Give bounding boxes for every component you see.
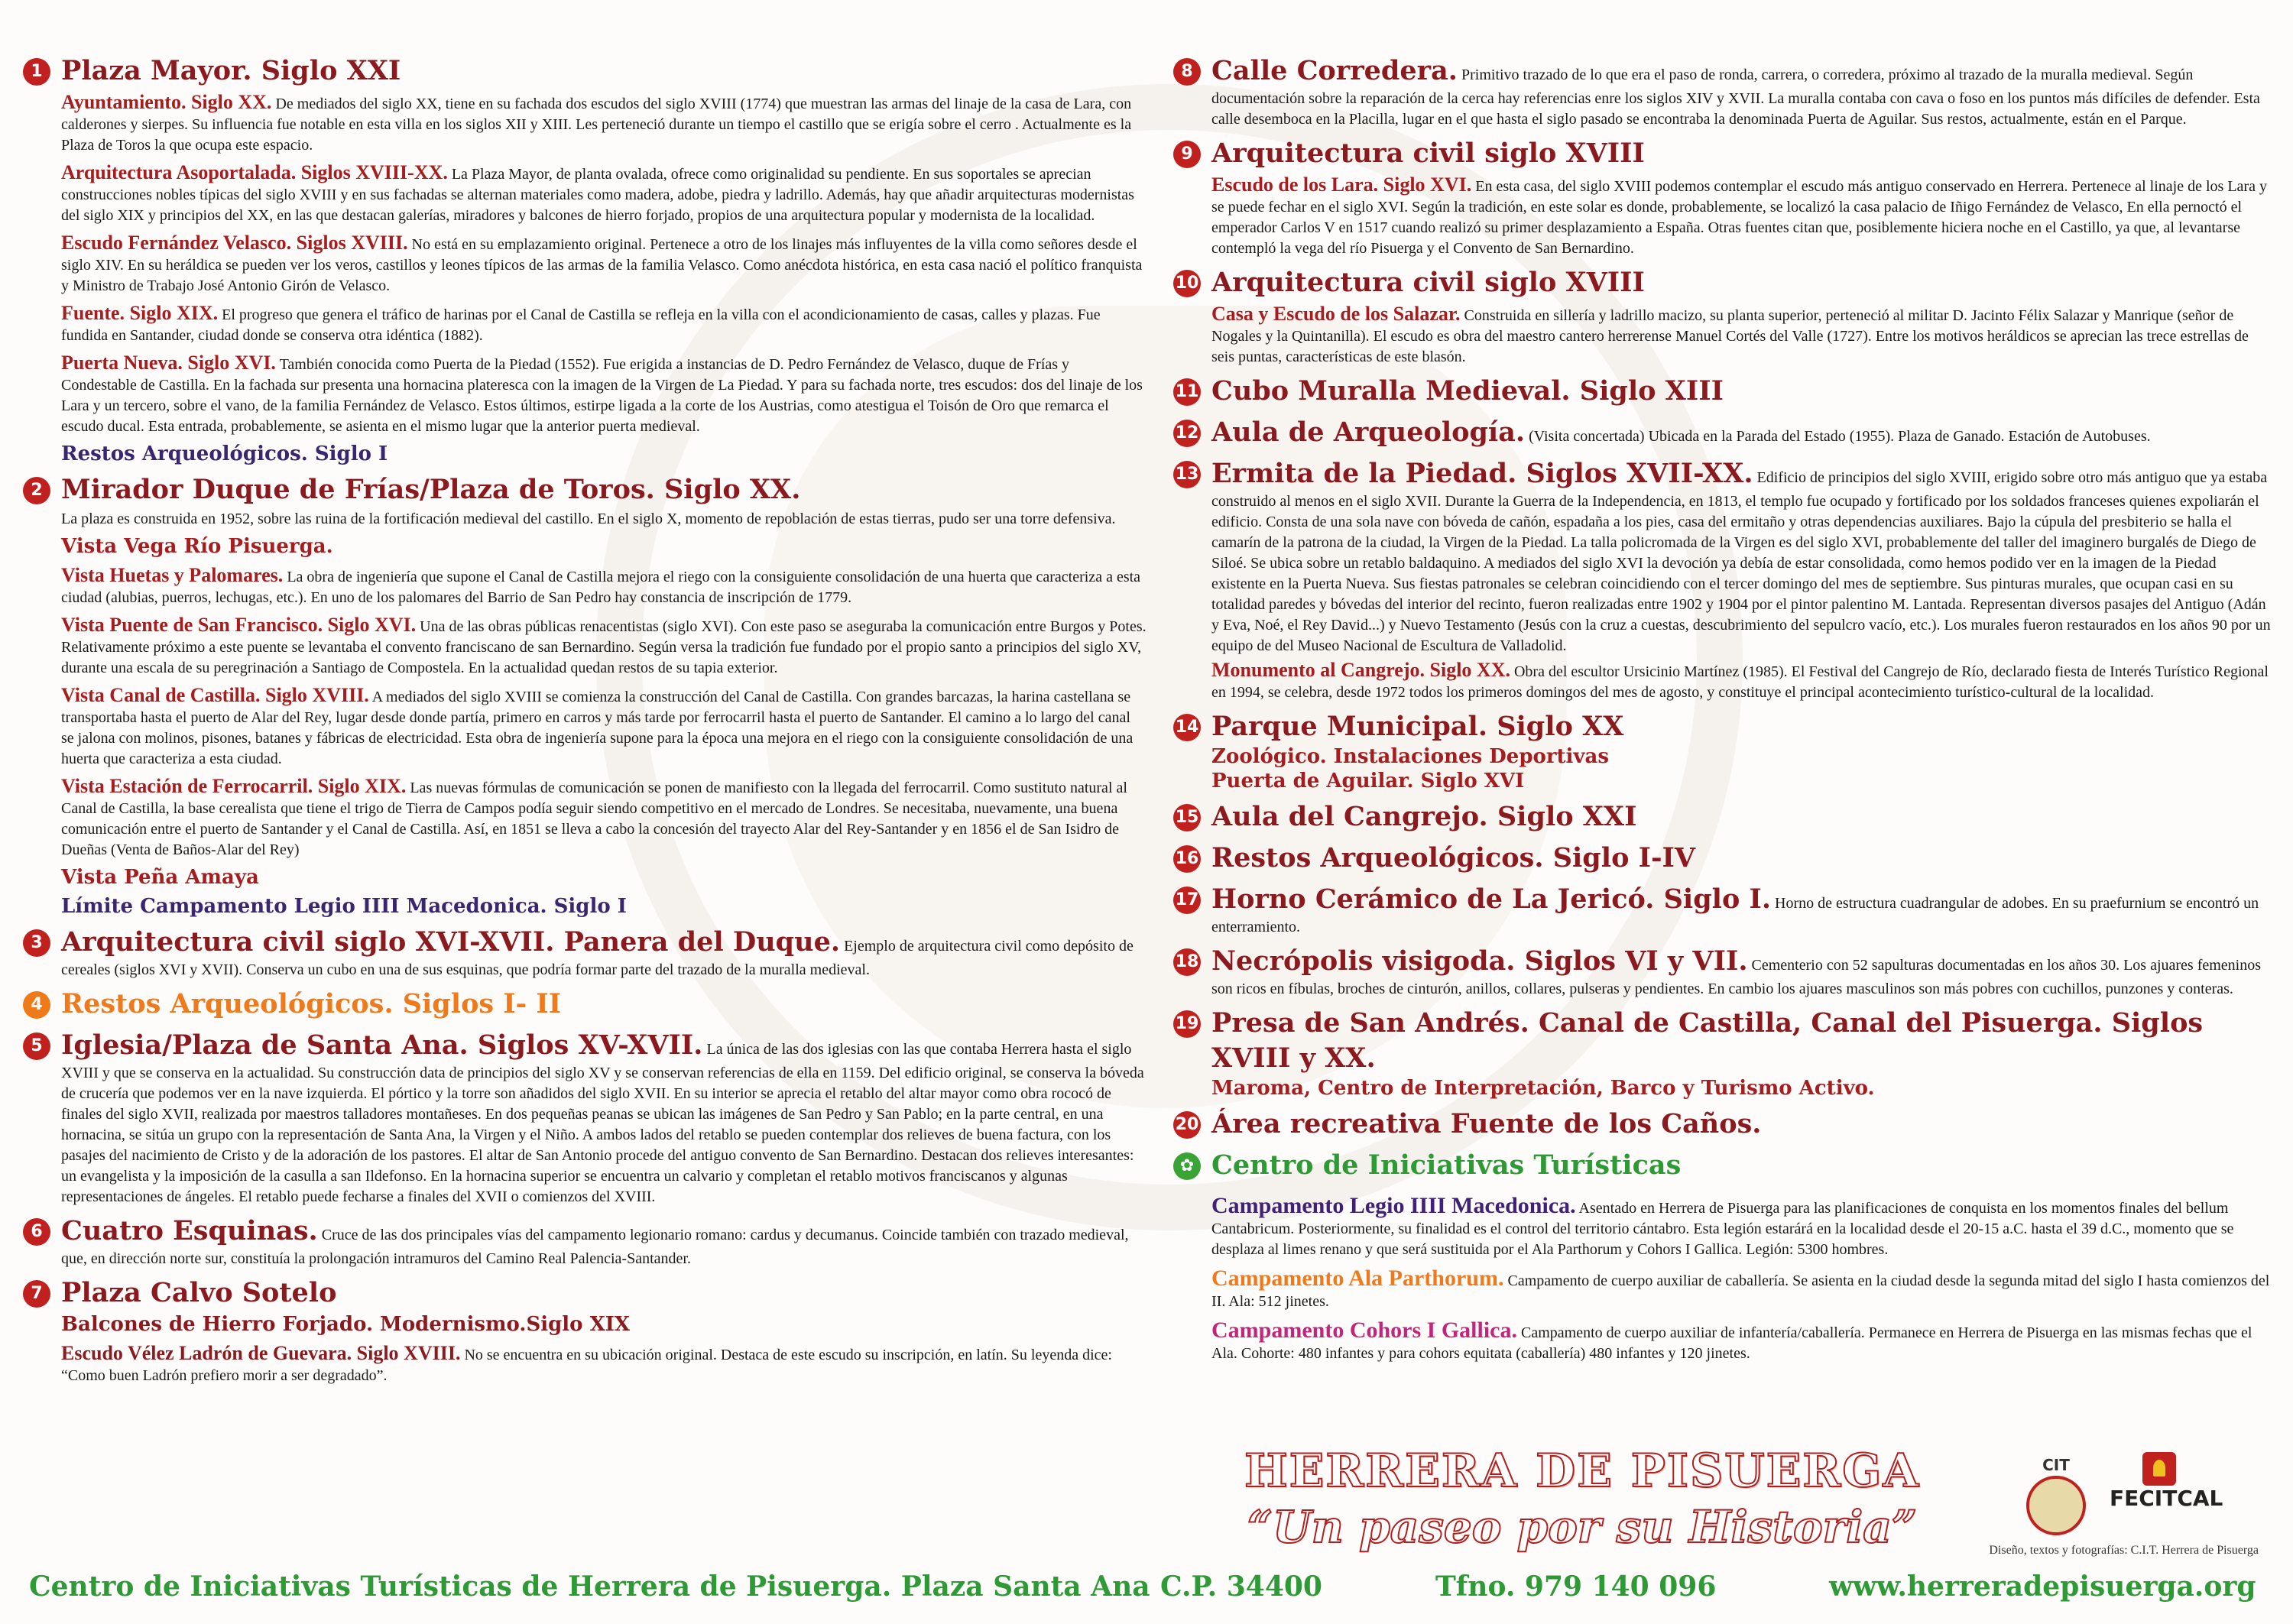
entry-text: Edificio de principios del siglo XVIII, erigido sobre otro más antiguo que ya estaba construido al menos en el siglo XVII. Durante la Guerra de la Independencia, en 1813, el templo fue ocupado y fortificado por los soldados franceses quienes expoliarán el edificio. Consta de una sola nave con bóveda de cañón, espadaña a los pies, casa del ermitaño y otras dependencias auxiliares. Bajo la cúpula del presbiterio se halla el camarín de la patrona de la ciudad, la Virgen de la Piedad. La talla policromada de la Virgen es del siglo XVI, probablemente del taller del imaginero burgalés de Diego de Siloé. Se ubica sobre un retablo baldaquino. A mediados del siglo XVI la devoción ya debía de estar consolidada, como hemos podido ver en la imagen de la Piedad existente en la Puerta Nueva. Sus fiestas patronales se celebran coincidiendo con el tercer domingo del mes de septiembre. Sus pinturas murales, que ocupan casi en su totalidad paredes y bóvedas del interior del recinto, fueron realizadas entre 1902 y 1904 por el pintor palentino M. Lantada. Representan diversos pasajes del Antiguo (Adán y Eva, Noé, el Rey David...) y Nuevo Testamento (Jesús con la cruz a cuestas, descubrimiento del sepulcro vacío, etc.). Los murales fueron restaurados en los años 90 por un equipo de del Museo Nacional de Escultura de Valladolid. xyxy=(1211,469,2271,654)
footer-web-link[interactable]: www.herreradepisuerga.org xyxy=(1829,1571,2256,1603)
entry-number: 5 xyxy=(23,1032,50,1060)
entry-number: 4 xyxy=(23,991,50,1019)
right-column xyxy=(1173,53,2274,1370)
entry-number: 12 xyxy=(1173,420,1201,447)
entry-item: Vista Vega Río Pisuerga. xyxy=(61,535,333,558)
entry-title: Centro de Iniciativas Turísticas xyxy=(1211,1149,1682,1181)
entry-text: Ejemplo de arquitectura civil como depósito de cereales (siglos XVI y XVII). Conserva un cubo en una de sus esquinas, que podría formar parte del trazado de la muralla medieval. xyxy=(61,938,1134,978)
entry-title: Plaza Mayor. Siglo XXI xyxy=(61,55,401,86)
entry-8 xyxy=(1173,53,2274,130)
entry-1 xyxy=(23,53,1146,466)
camp-legio: Campamento Legio IIII Macedonica. Asentado en Herrera de Pisuerga para las planificaciones de conquista en los momentos finales del bellum Cantabricum. Posteriormente, su finalidad es el control del territorio cántabro. Esta legión estarárá en la localidad desde el 20-15 a.C. hasta el 39 d.C., momento que se desplaza al limes renano y que será sustituida por el Ala Parthorum y Cohors I Gallica. Legión: 5300 hombres. xyxy=(1211,1193,2234,1258)
cit-logo: CIT xyxy=(2025,1456,2087,1535)
entry-number: 10 xyxy=(1173,270,1201,297)
entry-title: Cubo Muralla Medieval. Siglo XIII xyxy=(1211,375,1724,407)
entry-18 xyxy=(1173,944,2274,1000)
entry-item: Vista Huetas y Palomares. La obra de ingeniería que supone el Canal de Castilla mejora el riego con la consiguiente consolidación de una huerta que caracteriza a esta ciudad (alubias, puerros, lechugas, etc.). En uno de los palomares del Barrio de San Pedro hay constancia de inscripción de 1779. xyxy=(61,564,1141,606)
entry-title: Arquitectura civil siglo XVIII xyxy=(1211,138,1645,169)
entry-number: 16 xyxy=(1173,845,1201,873)
entry-title: Restos Arqueológicos. Siglo I-IV xyxy=(1211,842,1696,874)
entry-17 xyxy=(1173,882,2274,938)
entry-number: 19 xyxy=(1173,1010,1201,1038)
entry-title: Presa de San Andrés. Canal de Castilla, Canal del Pisuerga. Siglos XVIII y XX. xyxy=(1211,1007,2204,1074)
entry-item: Fuente. Siglo XIX. El progreso que genera el tráfico de harinas por el Canal de Castilla se refleja en la villa con el acondicionamiento de casas, calles y plazas. Fue fundida en Santander, ciudad donde se conserva otra idéntica (1882). xyxy=(61,302,1101,344)
entry-item: Escudo Vélez Ladrón de Guevara. Siglo XVIII. No se encuentra en su ubicación original. Destaca de este escudo su inscripción, en latín. Su leyenda dice: “Como buen Ladrón prefiero morir a ser degradado”. xyxy=(61,1342,1112,1384)
footer-phone: Tfno. 979 140 096 xyxy=(1435,1571,1717,1603)
entry-title: Plaza Calvo Sotelo xyxy=(61,1277,337,1308)
fecitcal-mark-icon xyxy=(2142,1452,2176,1486)
entry-item: Vista Estación de Ferrocarril. Siglo XIX. Las nuevas fórmulas de comunicación se ponen de manifiesto con la llegada del ferrocarril. Como sustituto natural al Canal de Castilla, la base cerealista que tiene el trigo de Tierra de Campos podía seguir siendo competitivo en el mercado de Londres. Se necesitaba, nuevamente, una buena comunicación entre el puerto de Santander y el Canal de Castilla. Así, en 1851 se lleva a cabo la concesión del trayecto Alar del Rey-Santander y en 1856 el de San Isidro de Dueñas (Venta de Baños-Alar del Rey) xyxy=(61,775,1127,858)
footer xyxy=(29,1571,2269,1609)
camp-ala: Campamento Ala Parthorum. Campamento de cuerpo auxiliar de caballería. Se asienta en la ciudad desde la segunda mitad del siglo I hasta comienzos del II. Ala: 512 jinetes. xyxy=(1211,1266,2270,1310)
entry-title: Necrópolis visigoda. Siglos VI y VII. xyxy=(1211,945,1748,977)
entry-item: Balcones de Hierro Forjado. Modernismo.Siglo XIX xyxy=(61,1313,631,1336)
entry-number: 17 xyxy=(1173,887,1201,914)
entry-text: Cruce de las dos principales vías del campamento legionario romano: cardus y decumanus. Coincide también con trazado medieval, que, en dirección norte sur, constituía la prolongación intramuros del Camino Real Palencia-Santander. xyxy=(61,1227,1129,1267)
entry-7 xyxy=(23,1276,1146,1386)
entry-2 xyxy=(23,472,1146,919)
entry-number: 15 xyxy=(1173,804,1201,831)
entry-text: (Visita concertada) Ubicada en la Parada del Estado (1955). Plaza de Ganado. Estación de Autobuses. xyxy=(1525,428,2151,445)
fecitcal-logo: FECITCAL xyxy=(2110,1452,2209,1511)
entry-item: Ayuntamiento. Siglo XX. De mediados del siglo XX, tiene en su fachada dos escudos del siglo XVIII (1774) que muestran las armas del linaje de la casa de Lara, con calderones y sierpes. Su influencia fue notable en esta villa en los siglos XII y XIII. Les perteneció durante un tiempo el castillo que se erigía sobre el cerro . Actualmente es la Plaza de Toros la que ocupa este espacio. xyxy=(61,91,1132,154)
entry-10 xyxy=(1173,265,2274,368)
footer-cp: C.P. 34400 xyxy=(1160,1571,1322,1603)
entry-item: Puerta Nueva. Siglo XVI. También conocida como Puerta de la Piedad (1552). Fue erigida a instancias de D. Pedro Fernández de Velasco, duque de Frías y Condestable de Castilla. En la fachada sur presenta una hornacina plateresca con la imagen de la Virgen de La Piedad. Y para su fachada norte, tres escudos: dos del linaje de los Lara y un tercero, sobre el vano, de la familia Fernández de Velasco. Estos últimos, estirpe ligada a la corte de los Austrias, como atestigua el Toisón de Oro que remarca el escudo ducal. Esta entrada, probablemente, se asienta en el mismo lugar que la anterior puerta medieval. xyxy=(61,352,1143,435)
entry-cit xyxy=(1173,1148,2274,1183)
entry-number: 14 xyxy=(1173,714,1201,741)
entry-item: Vista Peña Amaya xyxy=(61,866,259,889)
entry-number: 2 xyxy=(23,477,50,504)
flower-icon: ✿ xyxy=(1173,1152,1201,1180)
entry-9 xyxy=(1173,136,2274,259)
entry-14 xyxy=(1173,709,2274,793)
entry-number: 13 xyxy=(1173,461,1201,488)
entry-title: Área recreativa Fuente de los Caños. xyxy=(1211,1108,1762,1139)
entry-11 xyxy=(1173,374,2274,409)
entry-number: 1 xyxy=(23,58,50,86)
left-column xyxy=(23,53,1146,1392)
entry-title: Cuatro Esquinas. xyxy=(61,1215,318,1246)
entry-15 xyxy=(1173,799,2274,835)
entry-item: Escudo Fernández Velasco. Siglos XVIII. No está en su emplazamiento original. Pertenece a otro de los linajes más influyentes de la villa como señores desde el siglo XIV. En su heráldica se pueden ver los veros, castillos y leones típicos de las armas de la familia Velasco. Como anécdota histórica, en esta casa nació el político franquista y Ministro de Trabajo José Antonio Girón de Velasco. xyxy=(61,232,1143,294)
entry-12 xyxy=(1173,415,2274,450)
entry-title: Horno Cerámico de La Jericó. Siglo I. xyxy=(1211,883,1772,915)
entry-text: La única de las dos iglesias con las que contaba Herrera hasta el siglo XVIII y que se conserva en la actualidad. Su construcción data de principios del siglo XV y se conservan referencias de ella en 1159. Del edificio original, se conserva la bóveda de crucería que podemos ver en la nave izquierda. El pórtico y la torre son añadidos del siglo XVII. En su interior se aprecia el retablo del altar mayor como obra rococó de finales del siglo XVII, realizada por maestros talladores montañeses. En dos pequeñas peanas se ubican las imágenes de San Pedro y San Pablo; en la parte central, en una hornacina, se sitúa un grupo con la representación de Santa Ana, la Virgen y el Niño. A ambos lados del retablo se pueden contemplar dos relieves de buena factura, con los pasajes del nacimiento de Cristo y de la adoración de los pastores. El altar de San Antonio procede del antiguo convento de San Bernardino. Destacan dos relieves interesantes: un evangelista y la imposición de la casulla a san Ildefonso. En la hornacina superior se encuentra un calvario y completan el retablo motivos franciscanos y algunas representaciones de ángeles. El retablo puede fecharse a finales del XVII o comienzos del XVIII. xyxy=(61,1041,1144,1205)
brand-title-block xyxy=(1192,1444,1972,1553)
entry-item: Límite Campamento Legio IIII Macedonica. Siglo I xyxy=(61,895,627,918)
entry-item: Zoológico. Instalaciones Deportivas xyxy=(1211,745,1610,768)
entry-title: Calle Corredera. xyxy=(1211,55,1458,86)
entry-title: Aula del Cangrejo. Siglo XXI xyxy=(1211,801,1637,832)
entry-number: 8 xyxy=(1173,58,1201,86)
entry-6 xyxy=(23,1214,1146,1269)
entry-title: Ermita de la Piedad. Siglos XVII-XX. xyxy=(1211,458,1753,489)
entry-title: Arquitectura civil siglo XVI-XVII. Panera del Duque. xyxy=(61,926,841,958)
entry-20 xyxy=(1173,1107,2274,1142)
entry-intro: La plaza es construida en 1952, sobre las ruina de la fortificación medieval del castillo. En el siglo X, momento de repoblación de estas tierras, pudo ser una torre defensiva. xyxy=(61,511,1116,527)
entry-title: Aula de Arqueología. xyxy=(1211,417,1526,448)
brand-subtitle: “Un paseo por su Historia” xyxy=(1247,1501,1918,1553)
entry-title: Mirador Duque de Frías/Plaza de Toros. Siglo XX. xyxy=(61,474,801,505)
entry-title: Iglesia/Plaza de Santa Ana. Siglos XV-XVII. xyxy=(61,1029,703,1061)
entry-3 xyxy=(23,925,1146,981)
entry-number: 18 xyxy=(1173,948,1201,976)
entry-item: Escudo de los Lara. Siglo XVI. En esta casa, del siglo XVIII podemos contemplar el escudo más antiguo conservado en Herrera. Pertenece al linaje de los Lara y se puede fechar en el siglo XVI. Según la tradición, en este solar es donde, probablemente, se localizó la casa palacio de Iñigo Fernández de Velasco, En ella pernoctó el emperador Carlos V en 1517 cuando realizó su primer desplazamiento a España. Otras fuentes citan que, posiblemente hiciera noche en el Castillo, ya que, al levantarse contempló la vega del río Pisuerga y el Convento de San Bernardino. xyxy=(1211,173,2267,257)
entry-19 xyxy=(1173,1006,2274,1100)
credits: Diseño, textos y fotografías: C.I.T. Herrera de Pisuerga xyxy=(1989,1544,2259,1557)
entry-title: Parque Municipal. Siglo XX xyxy=(1211,711,1624,742)
entry-16 xyxy=(1173,841,2274,876)
entry-item: Restos Arqueológicos. Siglo I xyxy=(61,442,388,465)
entry-number: 3 xyxy=(23,929,50,957)
entry-text: Primitivo trazado de lo que era el paso de ronda, carrera, o corredera, próximo al trazado de la muralla medieval. Según documentación sobre la reparación de la cerca hay referencias enre los siglos XIV y XVII. La muralla contaba con cava o foso en los puntos más difíciles de defender. Esta calle desemboca en la Placilla, lugar en el que hasta el siglo pasado se encontraba la denominada Puerta de Aguilar. Sus restos, actualmente, están en el Parque. xyxy=(1211,66,2260,128)
entry-title: Restos Arqueológicos. Siglos I- II xyxy=(61,988,562,1019)
brand-title: HERRERA DE PISUERGA xyxy=(1244,1444,1921,1498)
entry-5 xyxy=(23,1028,1146,1207)
entry-item: Vista Canal de Castilla. Siglo XVIII. A mediados del siglo XVIII se comienza la construcción del Canal de Castilla. Con grandes barcazas, la harina castellana se transportaba hasta el puerto de Alar del Rey, lugar desde donde partía, primero en carros y más tarde por ferrocarril hasta el puerto de Santander. El camino a lo largo del canal se jalona con molinos, pisones, batanes y fábricas de electricidad. Esta obra de ingeniería supone para la época una mejora en el riego con la consiguiente consolidación de una huerta que caracteriza a esta ciudad. xyxy=(61,684,1134,767)
entry-item: Monumento al Cangrejo. Siglo XX. Obra del escultor Ursicinio Martínez (1985). El Festival del Cangrejo de Río, declarado fiesta de Interés Turístico Regional en 1994, se celebra, desde 1972 todos los primeros domingos del mes de agosto, y constituye el principal acontecimiento turístico-cultural de la localidad. xyxy=(1211,659,2269,701)
entry-4 xyxy=(23,987,1146,1022)
entry-number: 20 xyxy=(1173,1111,1201,1139)
entry-number: 11 xyxy=(1173,378,1201,406)
footer-center: Centro de Iniciativas Turísticas de Herrera de Pisuerga. Plaza Santa Ana xyxy=(29,1571,1150,1603)
entry-item: Maroma, Centro de Interpretación, Barco y Turismo Activo. xyxy=(1211,1077,1875,1100)
entry-number: 6 xyxy=(23,1218,50,1246)
entry-item: Arquitectura Asoportalada. Siglos XVIII-XX. La Plaza Mayor, de planta ovalada, ofrece como originalidad su pendiente. En sus soportales se aprecian construcciones nobles típicas del siglo XVIII y en sus fachadas se alternan materiales como madera, adobe, piedra y ladrillo. Además, hay que añadir arquitecturas modernistas del siglo XIX y principios del XX, en las que destacan galerías, miradores y balcones de hierro forjado, propios de una arquitectura popular y modernista de la localidad. xyxy=(61,161,1134,224)
entry-text: Cementerio con 52 sapulturas documentadas en los años 30. Los ajuares femeninos son ricos en fíbulas, broches de cinturón, anillos, collares, pulseras y pendientes. En cambio los ajuares masculinos son más pobres con cuchillos, punzones y conteras. xyxy=(1211,957,2262,997)
entry-number: 7 xyxy=(23,1280,50,1308)
entry-number: 9 xyxy=(1173,141,1201,168)
entry-13 xyxy=(1173,456,2274,703)
entry-item: Vista Puente de San Francisco. Siglo XVI. Una de las obras públicas renacentistas (siglo XVI). Con este paso se aseguraba la comunicación entre Burgos y Potes. Relativamente próximo a este puente se levantaba el convento franciscano de san Bernardino. Según versa la tradición fue fundado por el propio santo a principios del siglo XV, durante una escala de su peregrinación a Santiago de Compostela. En la actualidad quedan restos de su tapia exterior. xyxy=(61,614,1146,676)
entry-title: Arquitectura civil siglo XVIII xyxy=(1211,267,1645,298)
entry-item: Casa y Escudo de los Salazar. Construida en sillería y ladrillo macizo, su planta superior, perteneció al militar D. Jacinto Félix Salazar y Manrique (señor de Nogales y la Quintanilla). El escudo es obra del maestro cantero herrerense Manuel Cortés del Valle (1727). Entre los motivos heráldicos se aprecian las trece estrellas de seis puntas, características de este blasón. xyxy=(1211,303,2249,365)
cit-seal-icon xyxy=(2026,1476,2086,1535)
camp-cohors: Campamento Cohors I Gallica. Campamento de cuerpo auxiliar de infantería/caballería. Permanece en Herrera de Pisuerga en las mismas fechas que el Ala. Cohorte: 480 infantes y para cohors equitata (caballería) 480 infantes y 120 jinetes. xyxy=(1211,1318,2252,1362)
entry-item: Puerta de Aguilar. Siglo XVI xyxy=(1211,770,1525,793)
entry-text: Horno de estructura cuadrangular de adobes. En su praefurnium se encontró un enterramiento. xyxy=(1211,895,2259,935)
